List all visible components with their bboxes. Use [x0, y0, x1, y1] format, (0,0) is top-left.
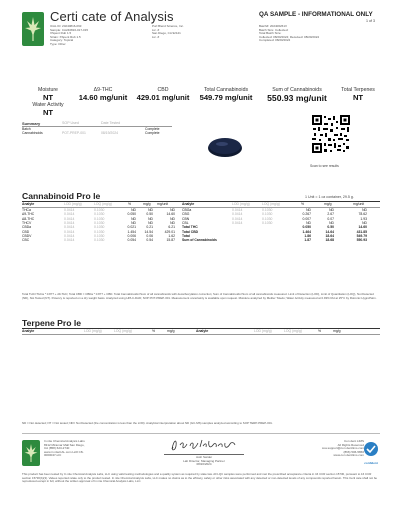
cannabinoid-lod-value: 0.0414: [232, 212, 243, 217]
sample-info-line: Category: Topical: [50, 38, 74, 43]
cannabinoid-percent-value: 1.86: [304, 233, 311, 238]
stat-label: Moisture: [38, 87, 58, 93]
signer-name: Josh Swider: [195, 455, 213, 459]
cannabinoid-mgg-value: 0.21: [146, 225, 153, 230]
cannabinoid-lod-value: 0.0414: [64, 208, 75, 212]
stat-value: 14.60 mg/unit: [78, 93, 128, 102]
cannabinoid-mgunit-value: 549.79: [356, 233, 367, 238]
sample-info-line: Type: Other: [50, 41, 66, 46]
stat-value: NT: [42, 93, 54, 102]
cannabinoid-mgg-value: 18.64: [325, 233, 334, 238]
cannabinoid-mgunit-value: 78.62: [358, 212, 367, 217]
cannabinoid-loq-value: 0.1030: [262, 208, 273, 212]
terp-header-mgg: mg/g: [333, 329, 341, 333]
document-title: Certi cate of Analysis: [50, 9, 174, 24]
cannabinoid-mgunit-value: 14.60: [166, 212, 175, 217]
cannabinoid-lod-value: 0.0414: [64, 212, 75, 217]
qa-sample-banner: QA SAMPLE - INFORMATIONAL ONLY: [259, 11, 373, 18]
cannabinoid-lod-value: 0.0414: [64, 225, 75, 230]
cannabinoid-loq-value: 0.1030: [94, 216, 105, 221]
sample-info-line: Sample: CA240816-017-015: [50, 27, 89, 32]
cannabinoid-lod-value: 0.0414: [64, 233, 75, 238]
cannabinoid-footnote: Total THC=THCa * 0.877 + d9-THC; Total CBD = CBDa * 0.877 + CBD. Total Cannabinoids=Sum of all cannabinoids with decarboxylation correction; Sum of Cannabinoids=Sum of all cannabinoids measured. Limit of Detection (LOD), Limit of Quantitation (LOQ), Not Detected (ND), Not Tested (NT). Potency is reported on a dry weight basis. Analyzed using HPLC-DAD; SOP POT-PREP-001. Measurement uncertainty is available upon request. Moisture analyzed by Mettler Toledo; Water Activity measured at 0.93% RH at 25°C by Rotronic HygroPalm.: [22, 292, 377, 300]
cannabinoid-analyte-name: CBN: [182, 216, 190, 221]
stat-moisture: [22, 87, 74, 117]
stat-d9-thc: [74, 87, 132, 102]
cannabinoid-mgg-value: 14.64: [325, 229, 334, 234]
terp-header-loq: LOQ (mg/g): [284, 329, 302, 333]
product-photo: [175, 112, 275, 180]
cannabinoid-mgg-value: 0.50: [327, 225, 334, 230]
client-info-line: San Diego, CA 92121: [152, 31, 181, 36]
col-header-loq: LOQ (mg/g): [94, 202, 112, 206]
cannabinoid-loq-value: 0.1030: [262, 216, 273, 221]
stat-label: CBD: [157, 87, 169, 93]
col-header-mgg: mg/g: [324, 202, 332, 206]
signer-date: 08/20/2024: [196, 462, 212, 467]
col-header-mgunit: mg/unit: [157, 202, 169, 206]
cannabinoid-lod-value: 0.0414: [64, 216, 75, 221]
cannabinoid-percent-value: 0.267: [302, 212, 311, 217]
cannabinoid-analyte-name: THCV: [22, 220, 32, 225]
terpene-header-rule: [22, 334, 380, 335]
cannabinoid-loq-value: 0.1030: [94, 238, 105, 243]
batch-info-line: Batch#: 202406261V: [259, 24, 288, 28]
cannabinoid-mgg-value: ND: [148, 220, 153, 225]
stat-value: 550.93 mg/unit: [267, 93, 327, 103]
terp-header-pct: %: [152, 329, 156, 333]
cannabinoid-percent-value: 1.464: [302, 229, 311, 234]
cannabinoid-percent-value: 0.050: [127, 212, 136, 217]
stat-label: Water Activity: [32, 102, 64, 108]
footer-lab-logo: [22, 440, 40, 466]
sample-info-block: [50, 25, 128, 47]
cannabinoid-percent-value: ND: [131, 220, 136, 225]
cannabinoid-mgg-value: 18.68: [325, 238, 334, 243]
batch-info-line: Total Batch Size:: [259, 31, 282, 36]
cannabinoid-analyte-name: Δ8-THC: [22, 216, 35, 221]
cannabinoid-percent-value: 1.454: [127, 229, 136, 234]
cannabinoid-mgunit-value: ND: [170, 220, 175, 225]
summary-row-date: 08/19/2024: [101, 131, 118, 135]
cannabinoid-analyte-name: Sum of Cannabinoids: [182, 238, 217, 243]
confident-logo: [362, 441, 380, 463]
cannabinoid-mgunit-value: 431.85: [356, 229, 367, 234]
signature: [168, 437, 238, 453]
col-header-loq: LOQ (mg/g): [262, 202, 280, 206]
col-header-mgg: mg/g: [143, 202, 151, 206]
terp-header-mgg: mg/g: [167, 329, 175, 333]
client-info-line: Lic. #: [152, 34, 160, 39]
cannabinoid-loq-value: 0.1030: [94, 229, 105, 234]
signer-block: [160, 456, 248, 467]
sample-info-line: Strain: XSpent Rub 1.5: [50, 34, 81, 39]
cannabinoid-analyte-name: Δ9-THC: [22, 212, 35, 217]
cannabinoid-analyte-name: CBL: [182, 220, 189, 225]
cannabinoid-lod-value: 0.0414: [64, 220, 75, 225]
batch-info-line: Batch Size: Collected:: [259, 27, 289, 32]
cannabinoid-percent-value: ND: [306, 220, 311, 225]
cannabinoid-mgunit-value: 14.60: [358, 225, 367, 230]
summary-row-status: Complete: [145, 127, 160, 131]
terp-header-lod: LOD (mg/g): [84, 329, 102, 333]
cannabinoid-analyte-name: THCa: [22, 208, 31, 212]
summary-header-date: Date Tested: [101, 121, 121, 125]
cannabinoid-loq-value: 0.1030: [94, 212, 105, 217]
confident-line[interactable]: www.con dentlims.com: [333, 453, 364, 458]
stat-value: 549.79 mg/unit: [199, 93, 253, 102]
cannabinoid-mgg-value: 14.54: [144, 229, 153, 234]
cannabinoid-mgg-value: 0.54: [146, 238, 153, 243]
stat-value: NT: [352, 93, 364, 102]
col-header-analyte: Analyte: [22, 202, 35, 206]
cannabinoid-lod-value: 0.0414: [232, 220, 243, 225]
qr-code-icon: [312, 115, 350, 153]
cannabinoid-loq-value: 0.1030: [262, 212, 273, 217]
cannabinoid-lod-value: 0.0414: [64, 229, 75, 234]
cannabinoid-mgg-value: ND: [148, 208, 153, 212]
terp-header-analyte: Analyte: [22, 329, 35, 333]
cannabinoid-loq-value: 0.1030: [94, 220, 105, 225]
stat-label: Δ9-THC: [93, 87, 113, 93]
cannabinoid-mgg-value: ND: [148, 216, 153, 221]
confident-line: All Rights Reserved: [337, 442, 364, 447]
cannabinoid-mgg-value: ND: [329, 208, 334, 212]
cannabinoid-analyte-name: Total: [182, 233, 190, 238]
confident-lims-block: [300, 440, 364, 458]
signature-image: [168, 437, 238, 453]
cannabinoid-analyte-name: Total CBD: [182, 229, 199, 234]
confident-logo-icon: [362, 441, 380, 457]
cannabis-leaf-icon: [22, 12, 44, 46]
terp-header-pct: %: [318, 329, 322, 333]
summary-row-label: Cannabinoids: [22, 131, 43, 135]
cannabinoid-mgunit-value: 1.93: [360, 216, 367, 221]
lab-logo: [22, 12, 44, 46]
footer-lab-address-line: www.in niteCAL.com Lic# C8-: [44, 449, 84, 454]
cannabinoid-lod-value: 0.0414: [232, 216, 243, 221]
summary-row-sop: POT-PREP-001: [62, 131, 86, 135]
cannabinoid-mgunit-value: 1.62: [168, 233, 175, 238]
cannabinoid-lod-value: 0.0414: [64, 238, 75, 243]
stat-sum-cannabinoids: [262, 87, 332, 103]
cannabinoid-analyte-name: CBC: [22, 238, 30, 243]
stat-total-terpenes: [333, 87, 383, 102]
product-jar-image: [175, 112, 275, 180]
cannabinoid-mgunit-value: 6.21: [168, 225, 175, 230]
cannabinoid-lod-value: 0.0414: [232, 208, 243, 212]
summary-header: Summary: [22, 121, 41, 126]
scan-results-text[interactable]: Scan to see results: [310, 164, 339, 168]
cannabinoid-analyte-name: CBDV: [22, 233, 32, 238]
page-number: 1 of 3: [366, 19, 375, 23]
cannabinoid-analyte-name: CBDa: [22, 225, 32, 230]
cannabinoid-percent-value: 0.021: [127, 225, 136, 230]
cannabinoid-percent-value: ND: [306, 208, 311, 212]
cannabinoid-mgg-value: 0.50: [146, 212, 153, 217]
confident-brand: confident: [364, 461, 378, 465]
cannabinoid-percent-value: 1.87: [304, 238, 311, 243]
cannabinoid-profile-title: Cannabinoid Pro le: [22, 191, 101, 201]
cannabinoid-loq-value: 0.1030: [94, 233, 105, 238]
cannabinoid-mgunit-value: ND: [170, 216, 175, 221]
cannabinoid-loq-value: 0.1030: [262, 220, 273, 225]
footer-lab-name: In nite Chemical Analysis Labs: [44, 439, 85, 443]
terp-header-loq: LOQ (mg/g): [114, 329, 132, 333]
confident-line[interactable]: coa.support@con dentlims.com: [321, 446, 364, 451]
cannabinoid-analyte-name: Total THC: [182, 225, 198, 230]
col-header-pct: %: [128, 202, 132, 206]
client-info-block: [152, 25, 222, 39]
terpene-footnote: ND = Not detected; NT = Not tested; ND= Not Detected (the concentration is less than the LOD). Analytical interpretation about ND (GC-MS) samples analyzed according to SOP TERP-PREP-001.: [22, 421, 273, 425]
footer-lab-info: [44, 440, 134, 458]
cannabinoid-percent-value: ND: [131, 216, 136, 221]
cannabinoid-mgunit-value: 15.87: [166, 238, 175, 243]
sample-info-line: ICAL ID: 20240816-093: [50, 24, 82, 28]
cannabinoid-mgunit-value: ND: [362, 220, 367, 225]
sample-info-line: XSpent Rub 1.5: [50, 31, 72, 36]
cannabinoid-loq-value: 0.1030: [94, 225, 105, 230]
cannabinoid-percent-value: 0.007: [302, 216, 311, 221]
terp-header-analyte: Analyte: [196, 329, 209, 333]
cannabis-leaf-icon: [22, 440, 40, 466]
footer-lab-address-line: 8312 Miramar Mall San Diego,: [44, 442, 85, 447]
disclaimer: This product has been tested by In nite Chemical Analysis Labs, LLC using valid testing methodologies and a quality system as required by state law. All LQC samples were performed and met the prescribed acceptance criteria in 16 CCR section 15730, pursuant to 16 CCR section 15730(b)(3). Values reported relate only to the product tested. In nite Chemical Analysis Labs, LLC makes no claims as to the efficacy, safety or other risks associated with any detected or non-detected levels of any compounds reported herein. This Certi cate shall not be reproduced except in full, without the written approval of In nite Chemical Analysis Labs, LLC.: [22, 472, 378, 483]
cannabinoid-mgg-value: ND: [329, 220, 334, 225]
stat-cbd: [132, 87, 194, 102]
cannabinoid-mgg-value: 0.07: [327, 216, 334, 221]
cannabinoid-analyte-name: CBGa: [182, 208, 192, 212]
cannabinoid-mgunit-value: ND: [362, 208, 367, 212]
client-info-line: Lic. #: [152, 27, 160, 32]
confident-line: (866) 506-5866: [343, 449, 364, 454]
cannabinoid-analyte-name: CBD: [22, 229, 30, 234]
cannabinoid-mgg-value: 2.67: [327, 212, 334, 217]
batch-info-line: Collected: 08/20/2024; Received: 08/20/2024: [259, 34, 320, 39]
signer-title: Lab Director, Managing Partner: [183, 458, 225, 463]
cannabinoid-mgunit-value: ND: [170, 208, 175, 212]
stat-value: NT: [42, 108, 54, 117]
cannabinoid-loq-value: 0.1030: [94, 208, 105, 212]
col-header-pct: %: [301, 202, 305, 206]
client-info-line: Purl Blend Science, Inc.: [152, 24, 184, 28]
batch-info-line: Completed: 08/20/2024: [259, 38, 291, 43]
confident-title: Con dent LIMS: [343, 439, 364, 443]
terp-header-lod: LOD (mg/g): [254, 329, 272, 333]
footer-lab-address-line: CA (858) 623-2740: [44, 446, 70, 451]
cannabinoid-analyte-name: CBG: [182, 212, 190, 217]
col-header-lod: LOD (mg/g): [64, 202, 82, 206]
summary-row-status: Complete: [145, 131, 160, 135]
stat-value: 429.01 mg/unit: [136, 93, 190, 102]
summary-row-label: Batch: [22, 127, 31, 131]
cannabinoid-percent-value: ND: [131, 208, 136, 212]
cannabinoid-mgunit-value: 550.93: [356, 238, 367, 243]
cannabinoid-mgg-value: 0.06: [146, 233, 153, 238]
col-header-lod: LOD (mg/g): [232, 202, 250, 206]
stat-label: Total Terpenes: [341, 87, 375, 93]
qr-code[interactable]: [312, 115, 350, 153]
cannabinoid-mgunit-value: 429.01: [164, 229, 175, 234]
stat-label: Sum of Cannabinoids: [272, 87, 322, 93]
terpene-profile-title: Terpene Pro le: [22, 318, 82, 328]
stat-total-cannabinoids: [194, 87, 258, 102]
cannabinoid-percent-value: 0.054: [127, 238, 136, 243]
cannabinoid-percent-value: 0.050: [302, 225, 311, 230]
col-header-mgunit: mg/unit: [353, 202, 365, 206]
footer-lab-address-line: 0000047-LIC: [44, 453, 62, 458]
unit-note: 1 Unit = 1 oz container, 29.5 g.: [305, 195, 354, 199]
cannabinoid-percent-value: 0.006: [127, 233, 136, 238]
batch-info-block: [259, 25, 379, 43]
footer-rule: [22, 433, 380, 434]
stat-label: Total Cannabinoids: [203, 87, 249, 93]
col-header-analyte: Analyte: [182, 202, 195, 206]
summary-header-sop: SOP Used: [62, 121, 79, 125]
